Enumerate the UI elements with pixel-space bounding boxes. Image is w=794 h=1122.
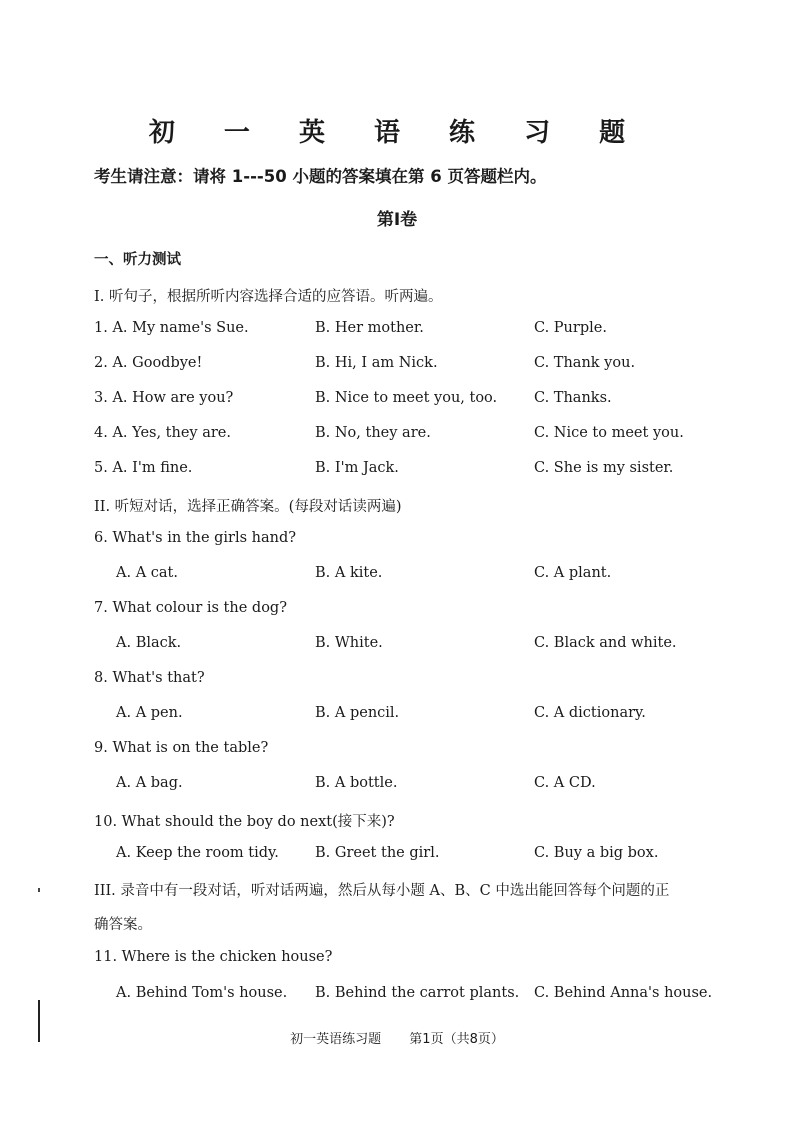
footer-exam-name: 初一英语练习题 [290, 1032, 382, 1047]
scan-mark [38, 888, 40, 892]
question-stem: 6. What's in the girls hand? [94, 530, 297, 546]
option-c: C. Black and white. [534, 635, 677, 651]
option-b: B. Greet the girl. [315, 845, 440, 861]
option-a: 1. A. My name's Sue. [94, 320, 249, 336]
option-c: C. Nice to meet you. [534, 425, 684, 441]
option-c: C. Thank you. [534, 355, 636, 371]
option-a: A. Keep the room tidy. [116, 845, 279, 861]
question-stem: 10. What should the boy do next(接下来)? [94, 814, 395, 830]
option-b: B. A kite. [315, 565, 383, 581]
option-b: B. A pencil. [315, 705, 400, 721]
option-a: A. Black. [116, 635, 182, 651]
option-a: A. Behind Tom's house. [116, 985, 288, 1001]
part3-instruction: III. 录音中有一段对话，听对话两遍，然后从每小题 A、B、C 中选出能回答每个问题的正 [94, 883, 670, 899]
question-row [0, 460, 794, 480]
option-c: C. Behind Anna's house. [534, 985, 713, 1001]
section-heading-listening: 一、听力测试 [94, 252, 181, 268]
option-c: C. Purple. [534, 320, 607, 336]
question-row [0, 355, 794, 375]
page-footer [0, 1028, 794, 1047]
question-row [0, 845, 794, 865]
option-c: C. A plant. [534, 565, 612, 581]
option-b: B. Her mother. [315, 320, 424, 336]
volume-heading: 第Ⅰ卷 [376, 210, 418, 230]
question-row [0, 390, 794, 410]
question-stem: 11. Where is the chicken house? [94, 949, 333, 965]
question-row [0, 705, 794, 725]
part2-instruction: II. 听短对话，选择正确答案。(每段对话读两遍) [94, 499, 402, 515]
option-c: C. Buy a big box. [534, 845, 659, 861]
question-row [0, 425, 794, 445]
question-stem: 9. What is on the table? [94, 740, 269, 756]
part3-instruction-cont: 确答案。 [94, 917, 152, 933]
option-a: A. A cat. [116, 565, 178, 581]
option-a: A. A bag. [116, 775, 183, 791]
page-title: 初 一 英 语 练 习 题 [148, 118, 646, 148]
question-row [0, 635, 794, 655]
question-row [0, 565, 794, 585]
question-row [0, 320, 794, 340]
footer-page-number: 第1页（共8页） [409, 1032, 504, 1047]
option-a: 2. A. Goodbye! [94, 355, 203, 371]
option-a: A. A pen. [116, 705, 183, 721]
option-b: B. No, they are. [315, 425, 431, 441]
option-c: C. A CD. [534, 775, 596, 791]
part1-instruction: I. 听句子，根据所听内容选择合适的应答语。听两遍。 [94, 289, 443, 305]
question-stem: 7. What colour is the dog? [94, 600, 287, 616]
question-row [0, 985, 794, 1005]
question-stem: 8. What's that? [94, 670, 205, 686]
option-a: 3. A. How are you? [94, 390, 234, 406]
option-b: B. Hi, I am Nick. [315, 355, 438, 371]
option-b: B. Behind the carrot plants. [315, 985, 520, 1001]
option-a: 5. A. I'm fine. [94, 460, 193, 476]
question-row [0, 775, 794, 795]
option-c: C. She is my sister. [534, 460, 674, 476]
option-a: 4. A. Yes, they are. [94, 425, 231, 441]
option-b: B. A bottle. [315, 775, 398, 791]
option-b: B. Nice to meet you, too. [315, 390, 498, 406]
option-b: B. I'm Jack. [315, 460, 399, 476]
exam-notice: 考生请注意：请将 1---50 小题的答案填在第 6 页答题栏内。 [94, 167, 547, 186]
option-b: B. White. [315, 635, 383, 651]
option-c: C. Thanks. [534, 390, 612, 406]
option-c: C. A dictionary. [534, 705, 646, 721]
